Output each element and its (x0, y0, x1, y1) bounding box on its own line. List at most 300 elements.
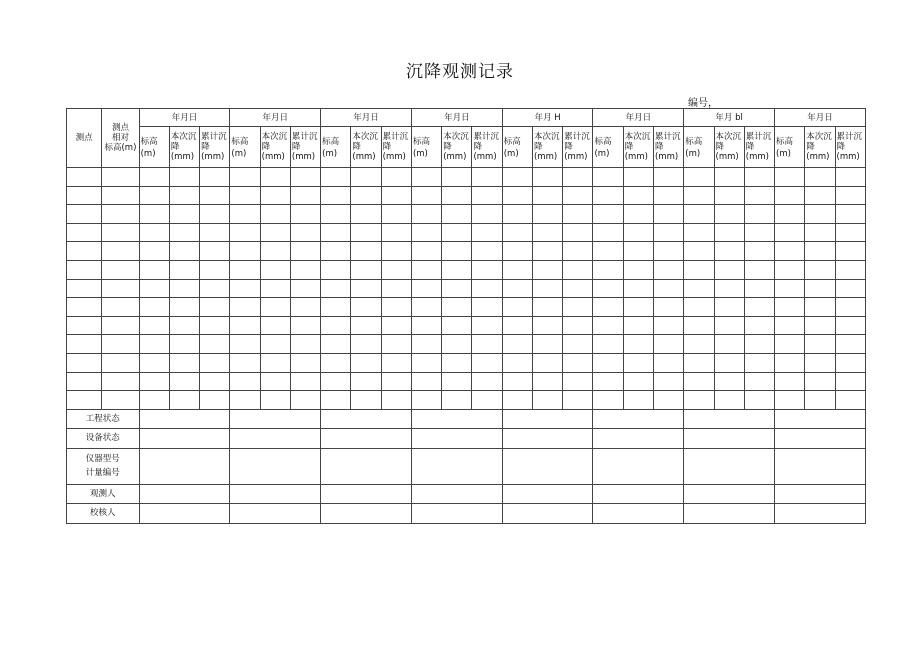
data-cell[interactable] (139, 260, 169, 279)
data-cell[interactable] (442, 372, 472, 391)
data-cell[interactable] (200, 279, 230, 298)
point-cell[interactable] (67, 242, 102, 261)
data-cell[interactable] (744, 279, 774, 298)
data-cell[interactable] (623, 298, 653, 317)
data-cell[interactable] (230, 279, 260, 298)
data-cell[interactable] (230, 242, 260, 261)
data-cell[interactable] (775, 316, 805, 335)
data-cell[interactable] (139, 205, 169, 224)
footer-value-equipment-status[interactable] (230, 429, 321, 449)
footer-value-project-status[interactable] (593, 409, 684, 429)
data-cell[interactable] (411, 335, 441, 354)
point-cell[interactable] (67, 279, 102, 298)
data-cell[interactable] (139, 298, 169, 317)
data-cell[interactable] (260, 391, 290, 410)
data-cell[interactable] (169, 353, 199, 372)
data-cell[interactable] (169, 279, 199, 298)
point-cell[interactable] (67, 335, 102, 354)
data-cell[interactable] (169, 391, 199, 410)
data-cell[interactable] (260, 335, 290, 354)
relative-elevation-cell[interactable] (102, 279, 139, 298)
data-cell[interactable] (593, 335, 623, 354)
footer-value-instrument-model[interactable] (593, 448, 684, 484)
data-cell[interactable] (805, 186, 835, 205)
data-cell[interactable] (653, 205, 683, 224)
footer-value-project-status[interactable] (684, 409, 775, 429)
data-cell[interactable] (805, 316, 835, 335)
data-cell[interactable] (744, 186, 774, 205)
point-cell[interactable] (67, 186, 102, 205)
data-cell[interactable] (290, 372, 320, 391)
data-cell[interactable] (442, 353, 472, 372)
data-cell[interactable] (532, 353, 562, 372)
data-cell[interactable] (472, 242, 502, 261)
data-cell[interactable] (411, 205, 441, 224)
data-cell[interactable] (714, 168, 744, 187)
footer-value-observer[interactable] (502, 484, 593, 504)
data-cell[interactable] (714, 260, 744, 279)
data-cell[interactable] (411, 168, 441, 187)
data-cell[interactable] (139, 335, 169, 354)
data-cell[interactable] (200, 223, 230, 242)
data-cell[interactable] (351, 186, 381, 205)
data-cell[interactable] (321, 316, 351, 335)
data-cell[interactable] (653, 353, 683, 372)
data-cell[interactable] (623, 205, 653, 224)
data-cell[interactable] (381, 335, 411, 354)
data-cell[interactable] (472, 372, 502, 391)
data-cell[interactable] (623, 391, 653, 410)
footer-value-checker[interactable] (411, 504, 502, 524)
data-cell[interactable] (744, 168, 774, 187)
data-cell[interactable] (593, 205, 623, 224)
data-cell[interactable] (472, 279, 502, 298)
data-cell[interactable] (775, 260, 805, 279)
data-cell[interactable] (623, 168, 653, 187)
data-cell[interactable] (351, 298, 381, 317)
data-cell[interactable] (775, 205, 805, 224)
data-cell[interactable] (230, 298, 260, 317)
data-cell[interactable] (169, 242, 199, 261)
data-cell[interactable] (381, 298, 411, 317)
data-cell[interactable] (684, 205, 714, 224)
data-cell[interactable] (230, 168, 260, 187)
data-cell[interactable] (684, 168, 714, 187)
data-cell[interactable] (532, 223, 562, 242)
data-cell[interactable] (805, 353, 835, 372)
data-cell[interactable] (532, 372, 562, 391)
footer-value-instrument-model[interactable] (684, 448, 775, 484)
data-cell[interactable] (502, 168, 532, 187)
data-cell[interactable] (714, 353, 744, 372)
data-cell[interactable] (442, 260, 472, 279)
footer-value-equipment-status[interactable] (775, 429, 866, 449)
data-cell[interactable] (472, 391, 502, 410)
data-cell[interactable] (411, 279, 441, 298)
data-cell[interactable] (653, 168, 683, 187)
data-cell[interactable] (684, 335, 714, 354)
data-cell[interactable] (321, 372, 351, 391)
data-cell[interactable] (139, 391, 169, 410)
footer-value-observer[interactable] (321, 484, 412, 504)
data-cell[interactable] (351, 279, 381, 298)
data-cell[interactable] (381, 168, 411, 187)
data-cell[interactable] (835, 316, 865, 335)
data-cell[interactable] (623, 335, 653, 354)
data-cell[interactable] (805, 372, 835, 391)
data-cell[interactable] (472, 223, 502, 242)
data-cell[interactable] (684, 242, 714, 261)
data-cell[interactable] (835, 242, 865, 261)
footer-value-observer[interactable] (139, 484, 230, 504)
data-cell[interactable] (653, 298, 683, 317)
footer-value-project-status[interactable] (230, 409, 321, 429)
data-cell[interactable] (653, 372, 683, 391)
data-cell[interactable] (381, 205, 411, 224)
footer-value-instrument-model[interactable] (139, 448, 230, 484)
data-cell[interactable] (260, 242, 290, 261)
data-cell[interactable] (200, 335, 230, 354)
data-cell[interactable] (653, 223, 683, 242)
footer-value-project-status[interactable] (139, 409, 230, 429)
data-cell[interactable] (835, 391, 865, 410)
data-cell[interactable] (139, 168, 169, 187)
data-cell[interactable] (744, 372, 774, 391)
data-cell[interactable] (290, 223, 320, 242)
relative-elevation-cell[interactable] (102, 260, 139, 279)
data-cell[interactable] (593, 168, 623, 187)
data-cell[interactable] (200, 168, 230, 187)
data-cell[interactable] (472, 205, 502, 224)
data-cell[interactable] (139, 186, 169, 205)
footer-value-checker[interactable] (593, 504, 684, 524)
data-cell[interactable] (169, 372, 199, 391)
data-cell[interactable] (563, 353, 593, 372)
data-cell[interactable] (684, 391, 714, 410)
data-cell[interactable] (260, 316, 290, 335)
data-cell[interactable] (260, 260, 290, 279)
data-cell[interactable] (744, 223, 774, 242)
data-cell[interactable] (805, 242, 835, 261)
data-cell[interactable] (775, 223, 805, 242)
point-cell[interactable] (67, 353, 102, 372)
data-cell[interactable] (532, 242, 562, 261)
data-cell[interactable] (260, 298, 290, 317)
data-cell[interactable] (502, 353, 532, 372)
data-cell[interactable] (684, 260, 714, 279)
data-cell[interactable] (684, 372, 714, 391)
data-cell[interactable] (200, 186, 230, 205)
data-cell[interactable] (230, 316, 260, 335)
data-cell[interactable] (472, 186, 502, 205)
data-cell[interactable] (321, 260, 351, 279)
data-cell[interactable] (532, 316, 562, 335)
data-cell[interactable] (775, 279, 805, 298)
data-cell[interactable] (502, 372, 532, 391)
data-cell[interactable] (230, 335, 260, 354)
footer-value-instrument-model[interactable] (775, 448, 866, 484)
data-cell[interactable] (653, 242, 683, 261)
data-cell[interactable] (502, 391, 532, 410)
data-cell[interactable] (290, 316, 320, 335)
data-cell[interactable] (775, 335, 805, 354)
data-cell[interactable] (290, 279, 320, 298)
data-cell[interactable] (321, 391, 351, 410)
data-cell[interactable] (714, 242, 744, 261)
data-cell[interactable] (321, 223, 351, 242)
data-cell[interactable] (805, 205, 835, 224)
data-cell[interactable] (169, 168, 199, 187)
footer-value-checker[interactable] (230, 504, 321, 524)
data-cell[interactable] (230, 391, 260, 410)
data-cell[interactable] (593, 186, 623, 205)
data-cell[interactable] (714, 205, 744, 224)
data-cell[interactable] (563, 260, 593, 279)
data-cell[interactable] (563, 372, 593, 391)
footer-value-observer[interactable] (775, 484, 866, 504)
data-cell[interactable] (563, 279, 593, 298)
data-cell[interactable] (593, 316, 623, 335)
data-cell[interactable] (623, 186, 653, 205)
footer-value-equipment-status[interactable] (139, 429, 230, 449)
data-cell[interactable] (169, 186, 199, 205)
data-cell[interactable] (835, 186, 865, 205)
data-cell[interactable] (502, 298, 532, 317)
data-cell[interactable] (230, 353, 260, 372)
data-cell[interactable] (442, 186, 472, 205)
data-cell[interactable] (805, 335, 835, 354)
data-cell[interactable] (260, 168, 290, 187)
data-cell[interactable] (805, 279, 835, 298)
data-cell[interactable] (835, 335, 865, 354)
data-cell[interactable] (139, 316, 169, 335)
data-cell[interactable] (290, 205, 320, 224)
data-cell[interactable] (502, 205, 532, 224)
data-cell[interactable] (714, 223, 744, 242)
data-cell[interactable] (442, 223, 472, 242)
data-cell[interactable] (623, 260, 653, 279)
data-cell[interactable] (653, 316, 683, 335)
data-cell[interactable] (260, 205, 290, 224)
data-cell[interactable] (775, 353, 805, 372)
data-cell[interactable] (714, 186, 744, 205)
data-cell[interactable] (260, 372, 290, 391)
data-cell[interactable] (532, 260, 562, 279)
footer-value-checker[interactable] (775, 504, 866, 524)
data-cell[interactable] (381, 391, 411, 410)
data-cell[interactable] (321, 279, 351, 298)
data-cell[interactable] (351, 205, 381, 224)
data-cell[interactable] (805, 391, 835, 410)
footer-value-instrument-model[interactable] (502, 448, 593, 484)
data-cell[interactable] (442, 205, 472, 224)
point-cell[interactable] (67, 372, 102, 391)
data-cell[interactable] (411, 186, 441, 205)
data-cell[interactable] (714, 298, 744, 317)
data-cell[interactable] (381, 353, 411, 372)
data-cell[interactable] (442, 298, 472, 317)
point-cell[interactable] (67, 205, 102, 224)
data-cell[interactable] (472, 316, 502, 335)
data-cell[interactable] (653, 391, 683, 410)
data-cell[interactable] (139, 242, 169, 261)
data-cell[interactable] (593, 260, 623, 279)
data-cell[interactable] (169, 298, 199, 317)
relative-elevation-cell[interactable] (102, 391, 139, 410)
relative-elevation-cell[interactable] (102, 372, 139, 391)
footer-value-checker[interactable] (321, 504, 412, 524)
data-cell[interactable] (563, 223, 593, 242)
point-cell[interactable] (67, 391, 102, 410)
data-cell[interactable] (321, 353, 351, 372)
footer-value-equipment-status[interactable] (593, 429, 684, 449)
footer-value-checker[interactable] (502, 504, 593, 524)
data-cell[interactable] (714, 279, 744, 298)
footer-value-equipment-status[interactable] (321, 429, 412, 449)
data-cell[interactable] (411, 298, 441, 317)
data-cell[interactable] (593, 391, 623, 410)
data-cell[interactable] (230, 205, 260, 224)
data-cell[interactable] (442, 242, 472, 261)
relative-elevation-cell[interactable] (102, 168, 139, 187)
point-cell[interactable] (67, 223, 102, 242)
data-cell[interactable] (200, 205, 230, 224)
data-cell[interactable] (502, 223, 532, 242)
data-cell[interactable] (200, 260, 230, 279)
data-cell[interactable] (835, 298, 865, 317)
data-cell[interactable] (200, 298, 230, 317)
data-cell[interactable] (169, 205, 199, 224)
data-cell[interactable] (532, 205, 562, 224)
data-cell[interactable] (411, 242, 441, 261)
data-cell[interactable] (563, 168, 593, 187)
data-cell[interactable] (835, 260, 865, 279)
data-cell[interactable] (835, 372, 865, 391)
point-cell[interactable] (67, 168, 102, 187)
data-cell[interactable] (351, 242, 381, 261)
data-cell[interactable] (775, 372, 805, 391)
data-cell[interactable] (835, 223, 865, 242)
relative-elevation-cell[interactable] (102, 335, 139, 354)
data-cell[interactable] (351, 168, 381, 187)
data-cell[interactable] (563, 391, 593, 410)
footer-value-checker[interactable] (684, 504, 775, 524)
data-cell[interactable] (623, 242, 653, 261)
data-cell[interactable] (805, 223, 835, 242)
data-cell[interactable] (563, 205, 593, 224)
footer-value-checker[interactable] (139, 504, 230, 524)
data-cell[interactable] (593, 353, 623, 372)
data-cell[interactable] (714, 335, 744, 354)
data-cell[interactable] (684, 298, 714, 317)
data-cell[interactable] (290, 168, 320, 187)
data-cell[interactable] (169, 223, 199, 242)
data-cell[interactable] (532, 335, 562, 354)
data-cell[interactable] (744, 260, 774, 279)
data-cell[interactable] (593, 242, 623, 261)
data-cell[interactable] (775, 391, 805, 410)
relative-elevation-cell[interactable] (102, 298, 139, 317)
data-cell[interactable] (381, 186, 411, 205)
data-cell[interactable] (230, 260, 260, 279)
footer-value-instrument-model[interactable] (230, 448, 321, 484)
data-cell[interactable] (502, 279, 532, 298)
data-cell[interactable] (290, 391, 320, 410)
data-cell[interactable] (290, 186, 320, 205)
data-cell[interactable] (442, 168, 472, 187)
footer-value-project-status[interactable] (502, 409, 593, 429)
data-cell[interactable] (744, 298, 774, 317)
data-cell[interactable] (714, 372, 744, 391)
data-cell[interactable] (290, 260, 320, 279)
data-cell[interactable] (411, 260, 441, 279)
data-cell[interactable] (381, 260, 411, 279)
data-cell[interactable] (411, 353, 441, 372)
footer-value-project-status[interactable] (775, 409, 866, 429)
footer-value-equipment-status[interactable] (411, 429, 502, 449)
data-cell[interactable] (230, 223, 260, 242)
data-cell[interactable] (321, 335, 351, 354)
data-cell[interactable] (744, 242, 774, 261)
data-cell[interactable] (502, 260, 532, 279)
data-cell[interactable] (411, 223, 441, 242)
data-cell[interactable] (381, 242, 411, 261)
data-cell[interactable] (200, 353, 230, 372)
data-cell[interactable] (200, 372, 230, 391)
data-cell[interactable] (623, 279, 653, 298)
data-cell[interactable] (532, 391, 562, 410)
footer-value-observer[interactable] (684, 484, 775, 504)
data-cell[interactable] (442, 335, 472, 354)
data-cell[interactable] (684, 279, 714, 298)
data-cell[interactable] (563, 316, 593, 335)
data-cell[interactable] (563, 298, 593, 317)
data-cell[interactable] (351, 391, 381, 410)
data-cell[interactable] (442, 316, 472, 335)
data-cell[interactable] (290, 242, 320, 261)
data-cell[interactable] (200, 242, 230, 261)
data-cell[interactable] (442, 391, 472, 410)
point-cell[interactable] (67, 260, 102, 279)
data-cell[interactable] (139, 353, 169, 372)
data-cell[interactable] (744, 353, 774, 372)
data-cell[interactable] (260, 279, 290, 298)
data-cell[interactable] (775, 242, 805, 261)
data-cell[interactable] (775, 298, 805, 317)
data-cell[interactable] (260, 223, 290, 242)
data-cell[interactable] (744, 205, 774, 224)
data-cell[interactable] (653, 186, 683, 205)
data-cell[interactable] (623, 223, 653, 242)
data-cell[interactable] (290, 335, 320, 354)
point-cell[interactable] (67, 316, 102, 335)
data-cell[interactable] (411, 372, 441, 391)
relative-elevation-cell[interactable] (102, 186, 139, 205)
data-cell[interactable] (139, 372, 169, 391)
data-cell[interactable] (230, 372, 260, 391)
data-cell[interactable] (472, 298, 502, 317)
footer-value-project-status[interactable] (411, 409, 502, 429)
data-cell[interactable] (502, 186, 532, 205)
data-cell[interactable] (532, 186, 562, 205)
data-cell[interactable] (623, 316, 653, 335)
data-cell[interactable] (139, 223, 169, 242)
data-cell[interactable] (653, 335, 683, 354)
data-cell[interactable] (321, 186, 351, 205)
data-cell[interactable] (472, 353, 502, 372)
data-cell[interactable] (381, 279, 411, 298)
data-cell[interactable] (472, 260, 502, 279)
